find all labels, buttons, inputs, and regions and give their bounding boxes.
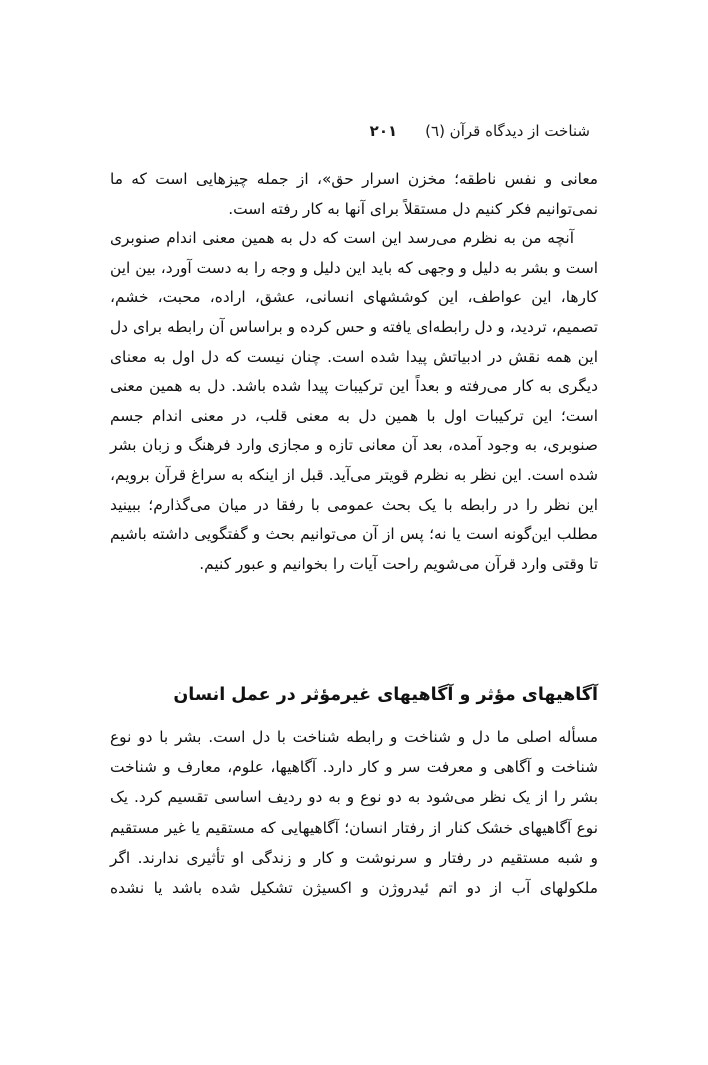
paragraph: آنچه من به نظرم می‌رسد این است که دل به همین معنی اندام صنوبری است و بشر به دلیل و وجهی که باید این دلیل و وجه را به دست آورد، بین این کارها، این عواطف، این کوششهای انسانی، عشق، اراده، محبت، خشم، تصمیم، تردید، و دل رابطه‌ای یافته و حس کرده و براساس آن رابطه برای دل این همه نقش در ادبیاتش پیدا شده است. چنان نیست که دل اول به معنای دیگری به کار می‌رفته و بعداً این ترکیبات پیدا شده باشد. دل به همین معنی است؛ این ترکیبات اول با همین دل به معنی قلب، در معنی اندام جسم صنوبری، به وجود آمده، بعد آن معانی تازه و مجازی وارد فرهنگ و زبان بشر شده است. این نظر به نظرم قویتر می‌آید. قبل از اینکه به سراغ قرآن برویم، این نظر را در رابطه با یک بحث عمومی با رفقا در میان می‌گذارم؛ ببینید مطلب این‌گونه است یا نه؛ پس از آن می‌توانیم بحث و گفتگویی داشته باشیم تا وقتی وارد قرآن می‌شویم راحت آیات را بخوانیم و عبور کنیم. (110, 229, 598, 573)
section-heading: آگاهیهای مؤثر و آگاهیهای غیرمؤثر در عمل انسان (173, 685, 598, 705)
running-title: شناخت از دیدگاه قرآن (٦) (425, 122, 590, 140)
body-text (110, 165, 598, 579)
section-paragraph: مسأله اصلی ما دل و شناخت و رابطه شناخت با دل است. بشر با دو نوع شناخت و آگاهی و معرفت سر و کار دارد. آگاهیها، علوم، معارف و شناخت بشر را از یک نظر می‌شود به دو نوع و به دو ردیف اساسی تقسیم کرد. یک نوع آگاهیهای خشک کنار از رفتار انسان؛ آگاهیهایی که مستقیم یا غیر مستقیم و شبه مستقیم در رفتار و سرنوشت و کار و زندگی او تأثیری ندارند. اگر ملکولهای آب از دو اتم ئیدروژن و اکسیژن تشکیل شده باشد یا نشده (110, 728, 598, 898)
page-number: ۲۰۱ (369, 122, 398, 140)
running-header (114, 121, 590, 141)
paragraph-continuation: معانی و نفس ناطقه؛ مخزن اسرار حق»، از جمله چیزهایی است که ما نمی‌توانیم فکر کنیم دل مستقلاً برای آنها به کار رفته است. (110, 170, 598, 218)
